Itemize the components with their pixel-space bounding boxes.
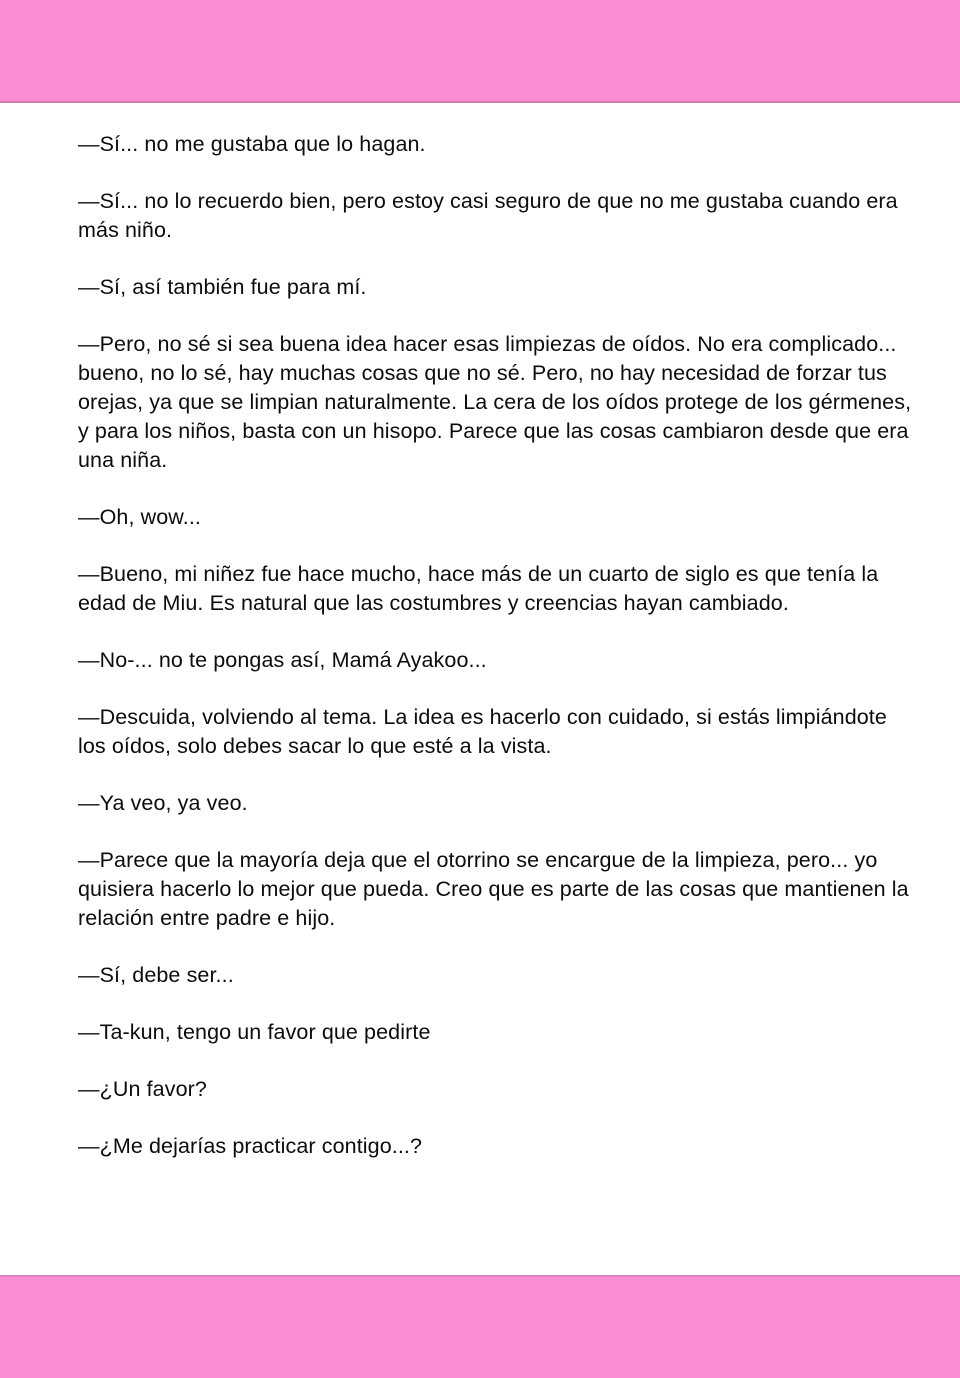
dialogue-paragraph: —¿Me dejarías practicar contigo...? [78, 1134, 423, 1158]
dialogue-paragraph: —Pero, no sé si sea buena idea hacer esas limpiezas de oídos. No era complicado... bueno, no lo sé, hay muchas cosas que no sé. Pero, no hay necesidad de forzar tus orejas, ya que se limpian naturalmente. La cera de los oídos protege de los gérmenes, y para los niños, basta con un hisopo. Parece que las cosas cambiaron desde que era una niña. [78, 332, 912, 472]
dialogue-paragraph: —Oh, wow... [78, 505, 201, 529]
bottom-banner [0, 1275, 960, 1378]
dialogue-paragraph: —Ta-kun, tengo un favor que pedirte [78, 1020, 431, 1044]
dialogue-paragraph: —Bueno, mi niñez fue hace mucho, hace más de un cuarto de siglo es que tenía la edad de Miu. Es natural que las costumbres y creencias hayan cambiado. [78, 562, 879, 615]
dialogue-paragraph: —Parece que la mayoría deja que el otorrino se encargue de la limpieza, pero... yo quisiera hacerlo lo mejor que pueda. Creo que es parte de las cosas que mantienen la relación entre padre e hijo. [78, 848, 909, 930]
dialogue-paragraph: —Sí, debe ser... [78, 963, 234, 987]
top-banner [0, 0, 960, 103]
dialogue-paragraph: —Sí... no lo recuerdo bien, pero estoy casi seguro de que no me gustaba cuando era más niño. [78, 189, 898, 242]
dialogue-paragraph: —Ya veo, ya veo. [78, 791, 248, 815]
dialogue-paragraph: —Descuida, volviendo al tema. La idea es hacerlo con cuidado, si estás limpiándote los oídos, solo debes sacar lo que esté a la vista. [78, 705, 887, 758]
dialogue-paragraph: —Sí, así también fue para mí. [78, 275, 367, 299]
dialogue-paragraph: —No-... no te pongas así, Mamá Ayakoo... [78, 648, 487, 672]
dialogue-text [0, 103, 960, 1275]
dialogue-paragraph: —Sí... no me gustaba que lo hagan. [78, 132, 426, 156]
dialogue-paragraph: —¿Un favor? [78, 1077, 207, 1101]
